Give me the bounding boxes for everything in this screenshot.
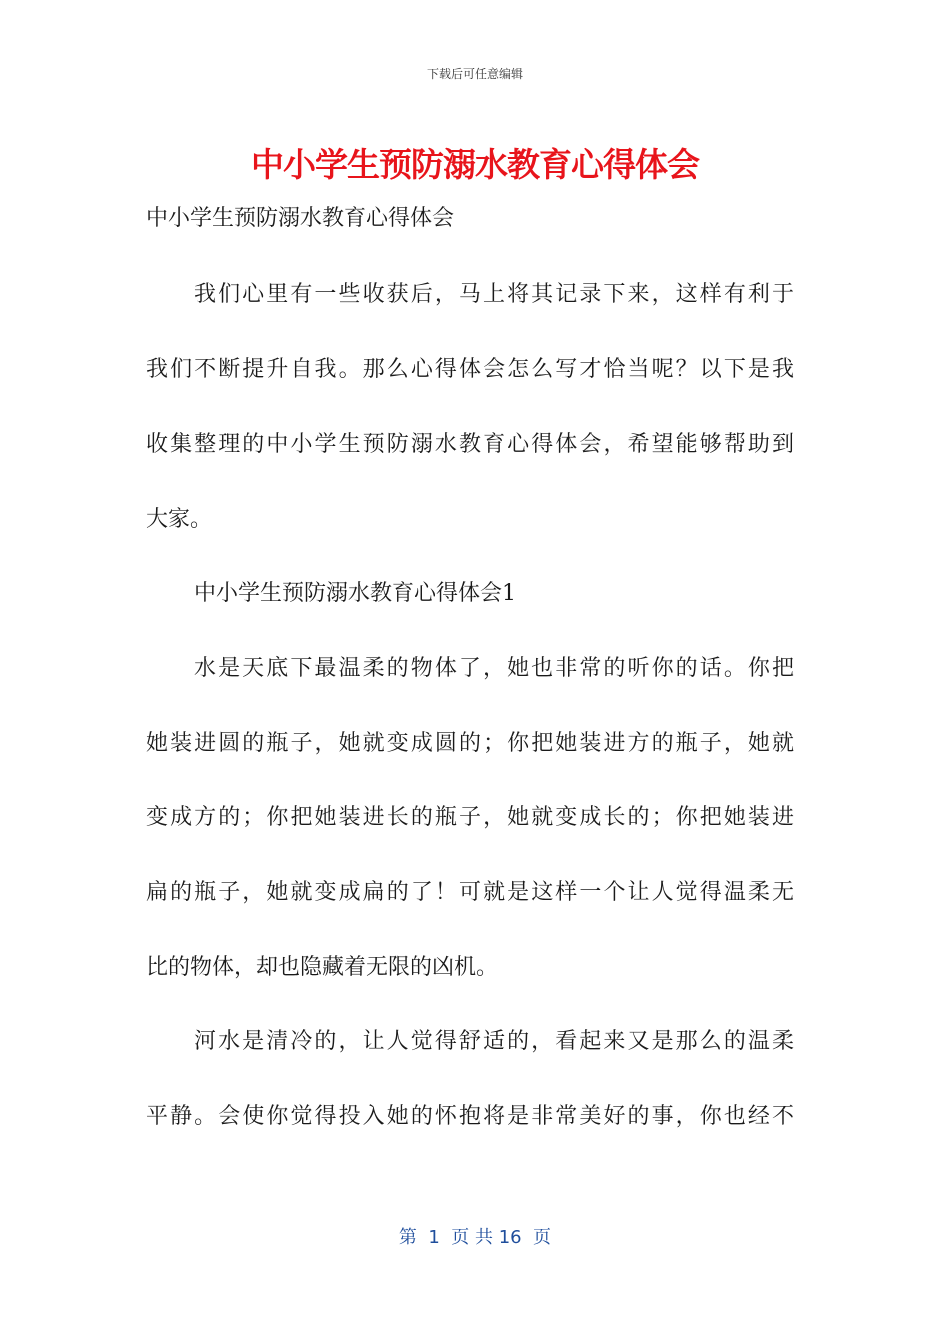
paragraph-line: 比的物体，却也隐藏着无限的凶机。	[146, 955, 499, 980]
page-footer: 第 1 页 共 16 页	[398, 1227, 552, 1248]
paragraph-line: 收集整理的中小学生预防溺水教育心得体会，希望能够帮助到	[146, 432, 794, 457]
document-title: 中小学生预防溺水教育心得体会	[251, 145, 699, 184]
paragraph-line: 她装进圆的瓶子，她就变成圆的；你把她装进方的瓶子，她就	[146, 731, 794, 756]
paragraph-line: 我们不断提升自我。那么心得体会怎么写才恰当呢？以下是我	[146, 357, 794, 382]
paragraph-line: 大家。	[146, 507, 213, 532]
header-note: 下载后可任意编辑	[426, 67, 523, 81]
paragraph-line: 河水是清冷的，让人觉得舒适的，看起来又是那么的温柔	[194, 1029, 794, 1054]
subtitle-line: 中小学生预防溺水教育心得体会	[146, 206, 455, 231]
paragraph-line: 我们心里有一些收获后，马上将其记录下来，这样有利于	[194, 282, 794, 307]
paragraph-line: 扁的瓶子，她就变成扁的了！可就是这样一个让人觉得温柔无	[146, 880, 794, 905]
paragraph-line: 变成方的；你把她装进长的瓶子，她就变成长的；你把她装进	[146, 805, 794, 830]
paragraph-line: 平静。会使你觉得投入她的怀抱将是非常美好的事，你也经不	[146, 1104, 794, 1129]
section-heading: 中小学生预防溺水教育心得体会1	[194, 581, 516, 606]
paragraph-line: 水是天底下最温柔的物体了，她也非常的听你的话。你把	[194, 656, 794, 681]
